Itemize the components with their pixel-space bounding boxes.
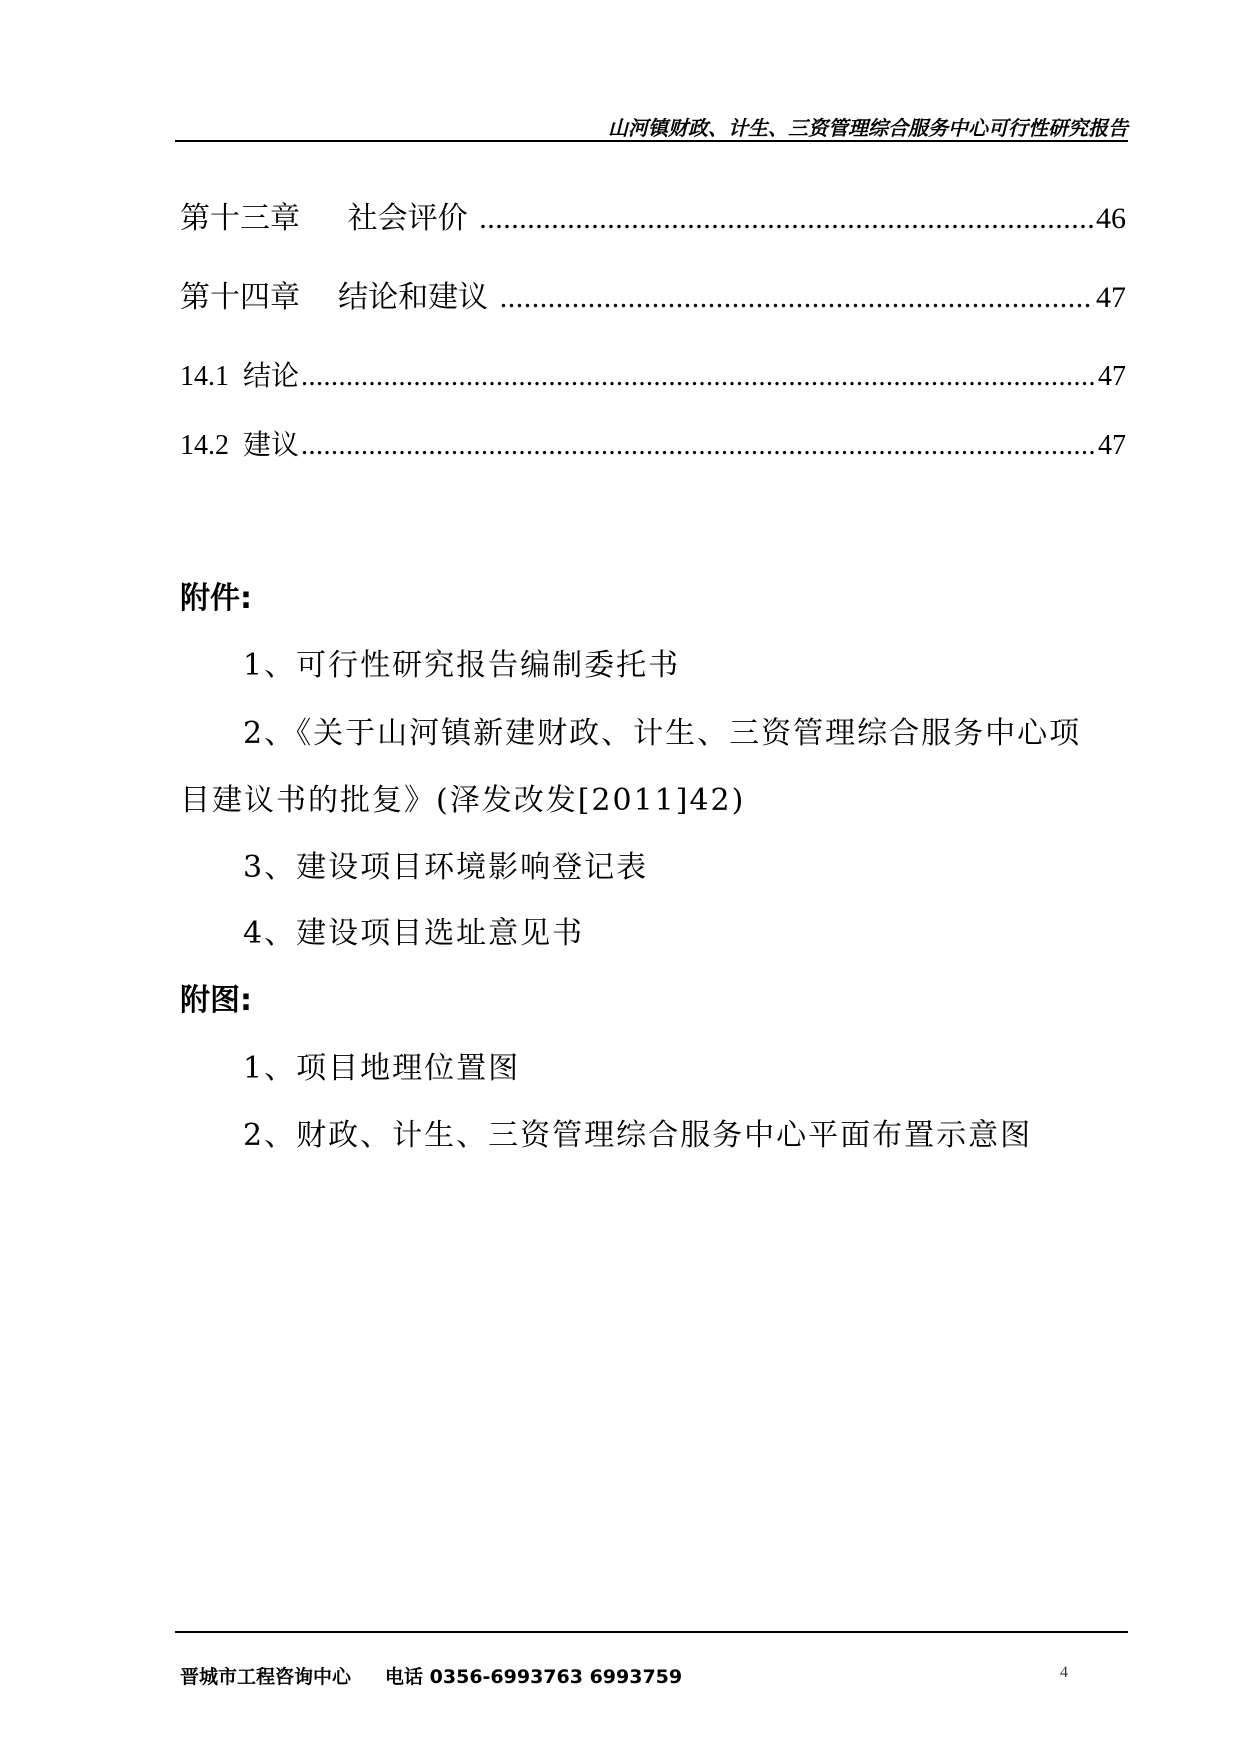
toc-entry-chapter-13[interactable] — [180, 193, 1126, 237]
footer-phone-numbers: 0356-6993763 6993759 — [429, 1666, 683, 1688]
toc-entry-label: 第十四章 结论和建议 — [180, 280, 498, 315]
page-footer — [180, 1662, 682, 1689]
toc-entry-page: 47 — [1096, 281, 1126, 314]
footer-org: 晋城市工程咨询中心 — [180, 1666, 352, 1688]
attachment-item-2: 2、《关于山河镇新建财政、计生、三资管理综合服务中心项 — [243, 716, 1082, 751]
attachments-heading: 附件: — [180, 581, 252, 616]
toc-entry-section-14-1[interactable] — [180, 354, 1126, 394]
toc-leader-dots — [301, 430, 1096, 462]
page-number: 4 — [1060, 1664, 1068, 1681]
toc-entry-section-14-2[interactable] — [180, 423, 1126, 463]
header-rule — [175, 140, 1128, 142]
toc-entry-page: 46 — [1096, 202, 1126, 235]
figures-heading: 附图: — [180, 983, 252, 1018]
attachment-item-4: 4、建设项目选址意见书 — [243, 916, 585, 951]
footer-rule — [175, 1631, 1128, 1633]
footer-phone-label: 电话 — [385, 1666, 424, 1688]
toc-entry-page: 47 — [1098, 361, 1126, 392]
toc-entry-label: 14.1 结论 — [180, 361, 300, 392]
attachment-item-3: 3、建设项目环境影响登记表 — [243, 850, 649, 885]
figure-item-1: 1、项目地理位置图 — [243, 1051, 521, 1086]
toc-leader-dots — [479, 202, 1094, 236]
toc-leader-dots — [301, 361, 1096, 393]
toc-entry-label: 14.2 建议 — [180, 430, 300, 461]
figure-item-2: 2、财政、计生、三资管理综合服务中心平面布置示意图 — [243, 1118, 1033, 1153]
toc-entry-page: 47 — [1098, 430, 1126, 461]
attachment-item-1: 1、可行性研究报告编制委托书 — [243, 648, 681, 683]
attachment-item-2-continued: 目建议书的批复》(泽发改发[2011]42) — [180, 783, 746, 818]
page-header: 山河镇财政、计生、三资管理综合服务中心可行性研究报告 — [608, 116, 1128, 140]
toc-entry-label: 第十三章 社会评价 — [180, 201, 478, 236]
toc-entry-chapter-14[interactable] — [180, 272, 1126, 316]
toc-leader-dots — [500, 281, 1094, 315]
